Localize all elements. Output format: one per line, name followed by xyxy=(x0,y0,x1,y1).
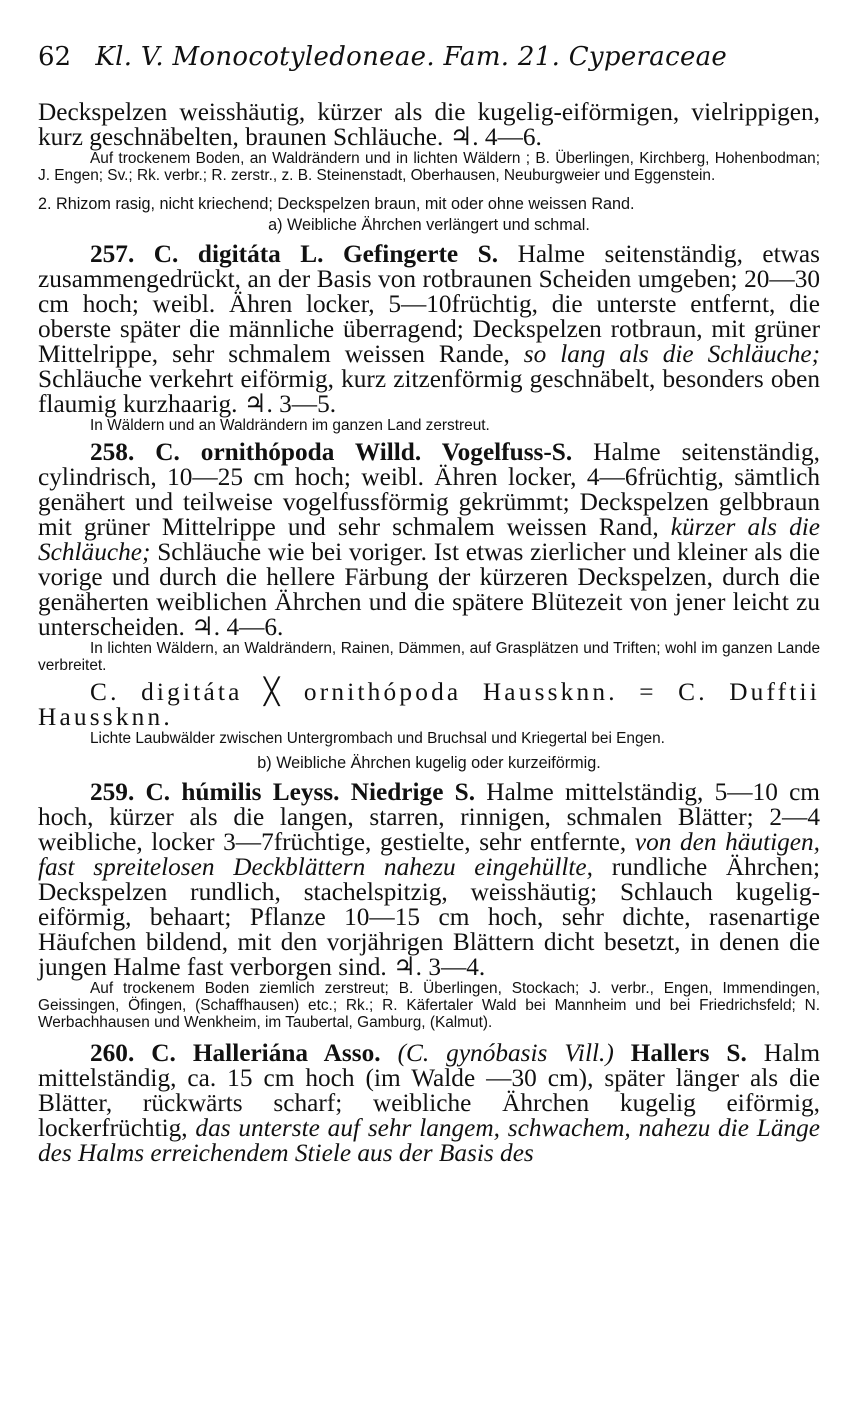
key-2: 2. Rhizom rasig, nicht kriechend; Deckspelzen braun, mit oder ohne weissen Rand. xyxy=(38,195,635,213)
page-number: 62 xyxy=(38,42,72,72)
species-257-text2: Schläuche verkehrt eiförmig, kurz zitzenförmig geschnäbelt, besonders oben flaumig kurzhaarig. ♃. 3—5. xyxy=(38,365,820,418)
species-260-name: C. Halleriána Asso. xyxy=(151,1039,381,1067)
species-257 xyxy=(38,242,820,417)
species-257-text1: Halme seitenständig, etwas zusammengedrückt, an der Basis von rotbraunen Scheiden umgeben; 20—30 cm hoch; weibl. Ähren locker, 5—10früchtig, die unterste entfernt, die oberste später die männliche überragend; Deckspelzen rotbraun, mit grüner Mittelrippe, sehr schmalem weissen Rande, xyxy=(38,240,820,368)
species-257-name: C. digitáta L. Gefingerte S. xyxy=(153,240,499,268)
species-259-habitat: Auf trockenem Boden ziemlich zerstreut; B. Überlingen, Stockach; J. verbr., Engen, Immendingen, Geissingen, Öfingen, (Schaffhausen) etc.; Rk.; R. Käfertaler Wald bei Mannheim und bei Friedrichsfeld; N. Werbachhausen und Wenkheim, im Taubertal, Gamburg, (Kalmut). xyxy=(38,980,820,1031)
species-260-text1: Halm mittelständig, ca. 15 cm hoch (im Walde —30 cm), später länger als die Blätter, rückwärts scharf; weibliche Ährchen kugelig eiförmig, lockerfrüchtig, xyxy=(38,1039,820,1142)
species-260-common-name: Hallers S. xyxy=(630,1039,747,1067)
species-257-number: 257. xyxy=(90,240,135,268)
species-259-text2: rundliche Ährchen; Deckspelzen rundlich, stachelspitzig, weisshäutig; Schlauch kugelig-eiförmig, behaart; Pflanze 10—15 cm hoch, sehr dichte, rasenartige Häufchen bildend, mit den vorjährigen Blättern dicht besetzt, in denen die jungen Halme fast verborgen sind. ♃. 3—4. xyxy=(38,853,821,981)
species-258-text1: Halme seitenständig, cylindrisch, 10—25 cm hoch; weibl. Ähren locker, 4—6früchtig, sämtlich genähert und teilweise vogelfussförmig gekrümmt; Deckspelzen gelbbraun mit grüner Mittelrippe und sehr schmalem weissen Rand, xyxy=(38,438,820,541)
species-258-number: 258. xyxy=(90,438,135,466)
species-260-synonym: (C. gynóbasis Vill.) xyxy=(397,1039,614,1067)
page-header xyxy=(38,40,820,74)
species-258-habitat: In lichten Wäldern, an Waldrändern, Rainen, Dämmen, auf Grasplätzen und Triften; wohl im ganzen Lande verbreitet. xyxy=(38,640,820,674)
intro-habitat: Auf trockenem Boden, an Waldrändern und in lichten Wäldern ; B. Überlingen, Kirchberg, Hohenbodman; J. Engen; Sv.; Rk. verbr.; R. zerstr., z. B. Steinenstadt, Oberhausen, Neuburgweier und Eggenstein. xyxy=(38,150,820,184)
species-260-italic: das unterste auf sehr langem, schwachem, nahezu die Länge des Halms erreichendem Stiele aus der Basis des xyxy=(38,1114,820,1167)
species-259-italic: von den häutigen, fast spreitelosen Deckblättern nahezu eingehüllte, xyxy=(38,828,820,881)
hybrid-habitat: Lichte Laubwälder zwischen Untergrombach und Bruchsal und Kriegertal bei Engen. xyxy=(90,730,665,747)
species-259-text1: Halme mittelständig, 5—10 cm hoch, kürzer als die langen, starren, rinnigen, schmalen Blätter; 2—4 weibliche, locker 3—7früchtige, gestielte, sehr entfernte, xyxy=(38,778,820,856)
species-257-habitat: In Wäldern und an Waldrändern im ganzen Land zerstreut. xyxy=(90,417,490,434)
species-260-number: 260. xyxy=(90,1039,135,1067)
species-259-number: 259. xyxy=(90,778,135,806)
species-260 xyxy=(38,1041,820,1166)
species-258-text2: Schläuche wie bei voriger. Ist etwas zierlicher und kleiner als die vorige und durch die hellere Färbung der kürzeren Deckspelzen, durch die genäherten weiblichen Ährchen und die spätere Blütezeit von jener leicht zu unterscheiden. ♃. 4—6. xyxy=(38,538,820,641)
key-b: b) Weibliche Ährchen kugelig oder kurzeiförmig. xyxy=(257,754,601,772)
species-258-name: C. ornithópoda Willd. Vogelfuss-S. xyxy=(155,438,573,466)
key-2a: a) Weibliche Ährchen verlängert und schmal. xyxy=(268,216,590,234)
species-259 xyxy=(38,780,820,980)
species-257-italic: so lang als die Schläuche; xyxy=(523,340,820,368)
species-258-italic: kürzer als die Schläuche; xyxy=(38,513,820,566)
species-258 xyxy=(38,440,820,640)
species-259-name: C. húmilis Leyss. Niedrige S. xyxy=(145,778,476,806)
running-title: Kl. V. Monocotyledoneae. Fam. 21. Cyperaceae xyxy=(95,42,728,72)
intro-text: Deckspelzen weisshäutig, kürzer als die kugelig-eiförmigen, vielrippigen, kurz geschnäbelten, braunen Schläuche. ♃. 4—6. xyxy=(38,98,820,151)
book-page xyxy=(38,40,820,1166)
hybrid-entry: C. digitáta ╳ ornithópoda Haussknn. = C. Dufftii Haussknn. xyxy=(38,678,820,731)
